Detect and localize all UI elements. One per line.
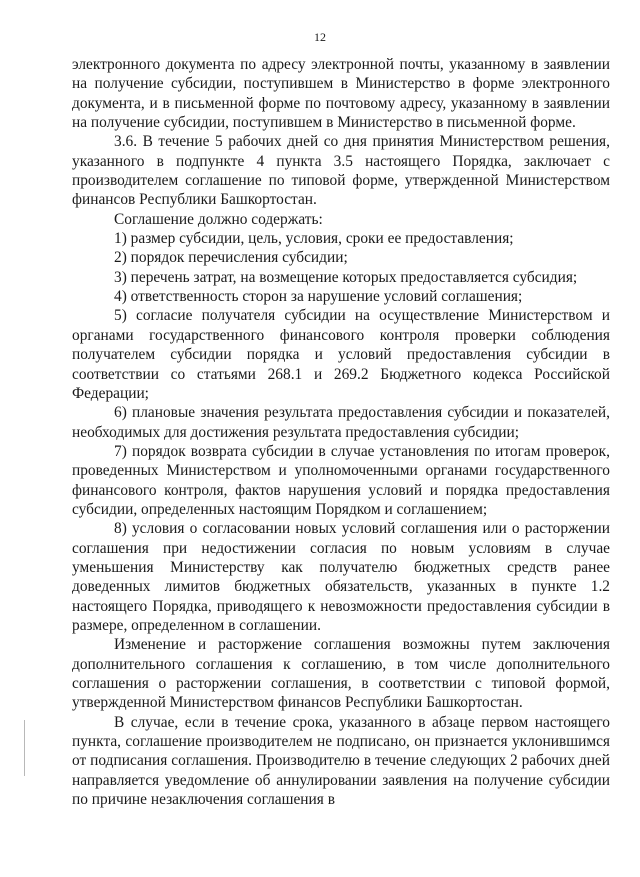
paragraph-agreement-contents: Соглашение должно содержать: bbox=[114, 210, 323, 228]
list-item-8: 8) условия о согласовании новых условий соглашения или о расторжении соглашения при недостижении согласия по новым условиям в случае уменьшения Министерству как получателю бюджетных средств ранее доведенных лимитов бюджетных обязательств, указанных в пункте 1.2 настоящего Порядка, приводящего к невозможности предоставления субсидии в размере, определенном в соглашении. bbox=[72, 520, 610, 634]
paragraph-clause-3-6: 3.6. В течение 5 рабочих дней со дня принятия Министерством решения, указанного в подпункте 4 пункта 3.5 настоящего Порядка, заключает с производителем соглашение по типовой форме, утвержденной Министерством финансов Республики Башкортостан. bbox=[72, 133, 610, 209]
list-item-2: 2) порядок перечисления субсидии; bbox=[114, 249, 348, 267]
list-item-7: 7) порядок возврата субсидии в случае установления по итогам проверок, проведенных Министерством и уполномоченными органами государственного финансового контроля, фактов нарушения условий и порядка предоставления субсидии, определенных настоящим Порядком и соглашением; bbox=[72, 442, 610, 518]
paragraph-continuation: электронного документа по адресу электронной почты, указанному в заявлении на получение субсидии, поступившем в Министерство в форме электронного документа, и в письменной форме по почтовому адресу, указанному в заявлении на получение субсидии, поступившем в Министерство в письменной форме. bbox=[72, 56, 610, 132]
list-item-6: 6) плановые значения результата предоставления субсидии и показателей, необходимых для достижения результата предоставления субсидии; bbox=[72, 404, 610, 441]
list-item-5: 5) согласие получателя субсидии на осуществление Министерством и органами государственного финансового контроля проверки соблюдения получателем субсидии порядка и условий предоставления субсидии в соответствии со статьями 268.1 и 269.2 Бюджетного кодекса Российской Федерации; bbox=[72, 307, 610, 402]
list-item-4: 4) ответственность сторон за нарушение условий соглашения; bbox=[114, 288, 523, 306]
document-body bbox=[72, 55, 610, 809]
list-item-1: 1) размер субсидии, цель, условия, сроки ее предоставления; bbox=[114, 230, 514, 248]
paragraph-amendment: Изменение и расторжение соглашения возможны путем заключения дополнительного соглашения к соглашению, в том числе дополнительного соглашения о расторжении соглашения, в соответствии с типовой формой, утвержденной Министерством финансов Республики Башкортостан. bbox=[72, 636, 610, 712]
scan-artifact-line bbox=[24, 720, 25, 776]
paragraph-not-signed: В случае, если в течение срока, указанного в абзаце первом настоящего пункта, соглашение производителем не подписано, он признается уклонившимся от подписания соглашения. Производителю в течение следующих 2 рабочих дней направляется уведомление об аннулировании заявления на получение субсидии по причине незаключения соглашения в bbox=[72, 713, 610, 809]
list-item-3: 3) перечень затрат, на возмещение которых предоставляется субсидия; bbox=[114, 268, 578, 286]
page-number: 12 bbox=[314, 30, 326, 44]
